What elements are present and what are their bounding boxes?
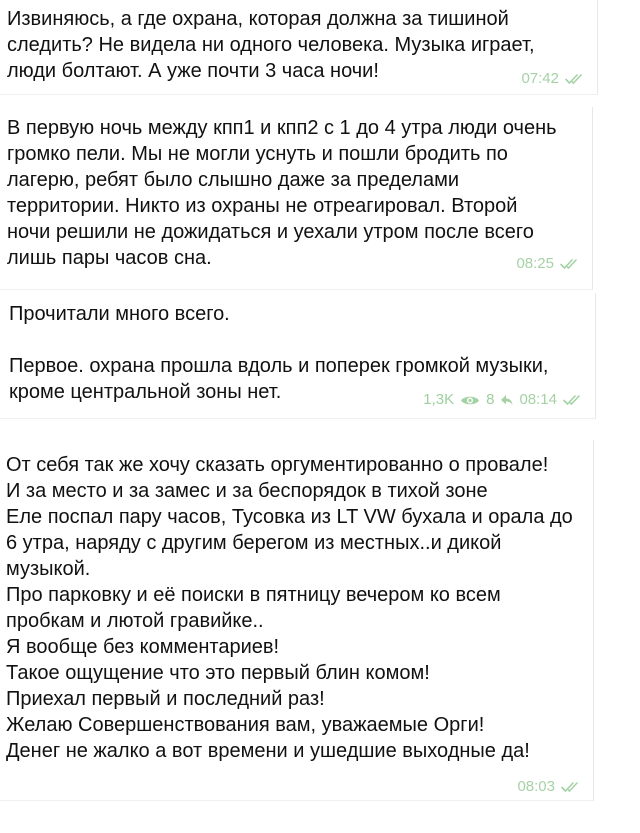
double-check-icon — [565, 73, 585, 85]
message-text-line: В первую ночь между кпп1 и кпп2 с 1 до 4 утра люди очень — [7, 117, 557, 139]
message-text-line: Первое. охрана прошла вдоль и поперек громкой музыки, — [9, 355, 549, 377]
message-bubble[interactable] — [0, 0, 598, 95]
message-meta — [516, 256, 580, 272]
message-text-line: лагерю, ребят было слышно даже за пределами — [7, 169, 459, 191]
view-count: 1,3K — [423, 391, 455, 408]
reply-count: 8 — [486, 391, 495, 408]
message-text-line: лишь пары часов сна. — [7, 247, 212, 269]
message-text-line: 6 утра, наряду с другим берегом из местных..и дикой — [6, 532, 502, 554]
message-text-line: пробкам и лютой гравийке.. — [6, 610, 264, 632]
message-bubble[interactable] — [0, 440, 594, 801]
message-text-line: громко пели. Мы не могли уснуть и пошли бродить по — [7, 143, 508, 165]
message-text-line: следить? Не видела ни одного человека. Музыка играет, — [7, 34, 535, 56]
double-check-icon — [561, 781, 581, 793]
message-text-line: Прочитали много всего. — [9, 303, 230, 325]
message-meta — [517, 779, 581, 795]
message-time: 08:14 — [519, 391, 557, 408]
message-meta — [521, 71, 585, 87]
reply-arrow-icon — [500, 394, 513, 406]
message-bubble[interactable] — [0, 107, 593, 290]
message-text-line: Желаю Совершенствования вам, уважаемые Орги! — [6, 714, 485, 736]
message-bubble[interactable] — [0, 293, 596, 419]
double-check-icon — [560, 258, 580, 270]
message-text-line: И за место и за замес и за беспорядок в тихой зоне — [6, 480, 488, 502]
message-time: 07:42 — [521, 70, 559, 87]
message-text-line: Приехал первый и последний раз! — [6, 688, 325, 710]
message-text-line: кроме центральной зоны нет. — [9, 381, 282, 403]
message-text-line: Про парковку и её поиски в пятницу вечером ко всем — [6, 584, 501, 606]
message-text-line: Такое ощущение что это первый блин комом! — [6, 662, 430, 684]
message-text-line: Еле поспал пару часов, Тусовка из LT VW бухала и орала до — [6, 506, 573, 528]
eye-icon — [460, 394, 480, 407]
double-check-icon — [563, 394, 583, 406]
message-text-line: Я вообще без комментариев! — [6, 636, 280, 658]
message-time: 08:03 — [517, 778, 555, 795]
message-text-line: От себя так же хочу сказать оргументированно о провале! — [6, 454, 549, 476]
message-text-line: Извиняюсь, а где охрана, которая должна за тишиной — [7, 8, 509, 30]
message-text-line: люди болтают. А уже почти 3 часа ночи! — [7, 60, 379, 82]
message-text-line: ночи решили не дожидаться и уехали утром после всего — [7, 221, 534, 243]
message-text-line: Денег не жалко а вот времени и ушедшие выходные да! — [6, 740, 530, 762]
message-text-line: музыкой. — [6, 558, 91, 580]
message-time: 08:25 — [516, 255, 554, 272]
message-meta — [423, 392, 583, 408]
message-text-line: территории. Никто из охраны не отреагировал. Второй — [7, 195, 518, 217]
message-text-line — [9, 327, 595, 353]
